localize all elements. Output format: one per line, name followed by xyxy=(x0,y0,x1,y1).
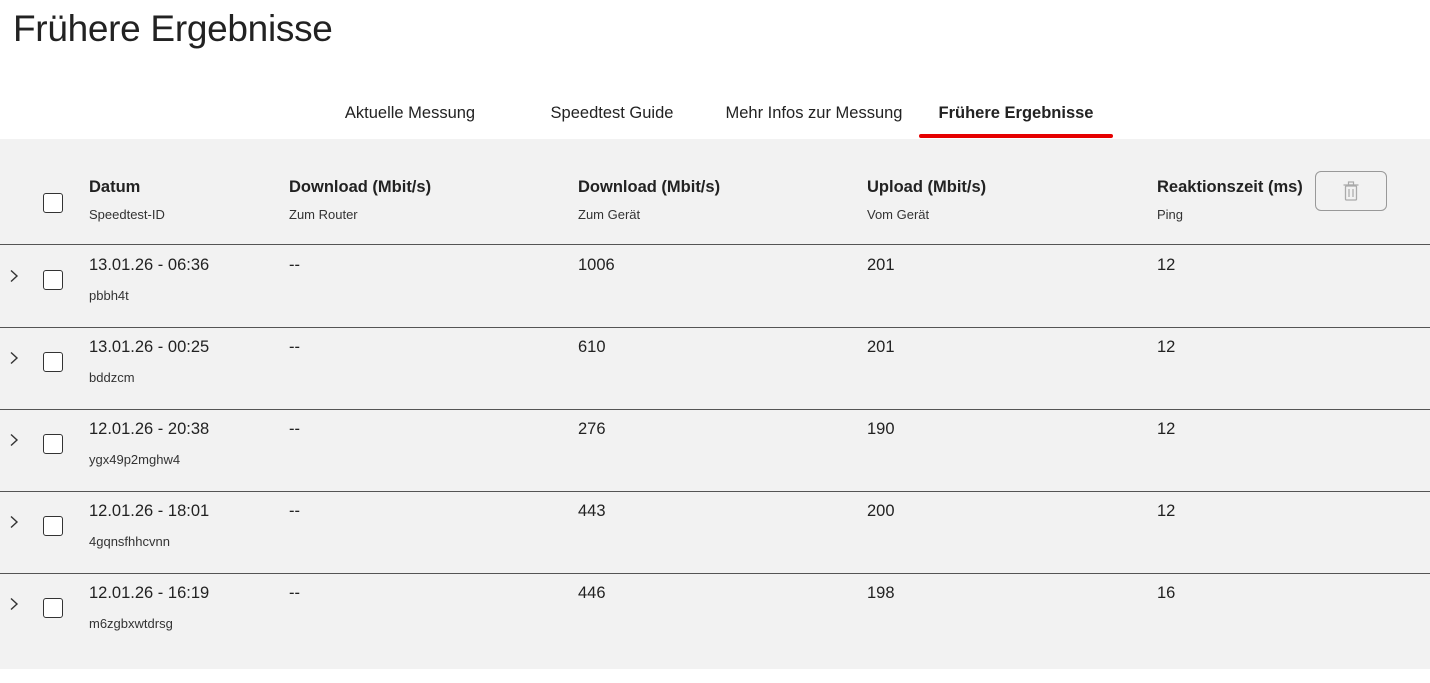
date-cell: 13.01.26 - 00:25 xyxy=(89,338,210,356)
download-device-cell: 610 xyxy=(578,338,606,356)
speedtest-id: ygx49p2mghw4 xyxy=(89,452,181,467)
chevron-right-icon[interactable] xyxy=(8,269,20,283)
download-router-cell: -- xyxy=(289,502,300,520)
upload-cell: 198 xyxy=(867,584,895,602)
download-device-cell: 276 xyxy=(578,420,606,438)
select-all-checkbox[interactable] xyxy=(43,193,63,213)
download-router-cell: -- xyxy=(289,338,300,356)
speedtest-id: 4gqnsfhhcvnn xyxy=(89,534,170,549)
column-header-datum xyxy=(89,178,165,222)
delete-button[interactable] xyxy=(1315,171,1387,211)
upload-cell: 200 xyxy=(867,502,895,520)
date-cell: 12.01.26 - 16:19 xyxy=(89,584,210,602)
download-device-cell: 446 xyxy=(578,584,606,602)
date-cell: 12.01.26 - 20:38 xyxy=(89,420,210,438)
tab-speedtest-guide[interactable]: Speedtest Guide xyxy=(550,104,674,122)
date-cell: 13.01.26 - 06:36 xyxy=(89,256,210,274)
column-sublabel: Vom Gerät xyxy=(867,207,930,222)
column-sublabel: Ping xyxy=(1157,207,1184,222)
speedtest-id: pbbh4t xyxy=(89,288,129,303)
page-title: Frühere Ergebnisse xyxy=(13,8,333,49)
chevron-right-icon[interactable] xyxy=(8,515,20,529)
table-row xyxy=(0,245,1430,328)
speedtest-id: bddzcm xyxy=(89,370,135,385)
column-header-download-router xyxy=(289,178,431,222)
ping-cell: 12 xyxy=(1157,420,1176,438)
upload-cell: 201 xyxy=(867,338,895,356)
column-header-download-device xyxy=(578,178,720,222)
download-device-cell: 1006 xyxy=(578,256,615,274)
upload-cell: 190 xyxy=(867,420,895,438)
row-checkbox[interactable] xyxy=(43,598,63,618)
column-label: Download (Mbit/s) xyxy=(289,178,432,196)
tab-aktuelle-messung[interactable]: Aktuelle Messung xyxy=(344,104,476,122)
row-checkbox[interactable] xyxy=(43,352,63,372)
ping-cell: 12 xyxy=(1157,502,1176,520)
tab-bar xyxy=(0,90,1430,139)
table-row xyxy=(0,573,1430,655)
date-cell: 12.01.26 - 18:01 xyxy=(89,502,210,520)
column-header-upload xyxy=(867,178,986,222)
row-checkbox[interactable] xyxy=(43,434,63,454)
speedtest-id: m6zgbxwtdrsg xyxy=(89,616,173,631)
table-header xyxy=(0,139,1430,245)
row-checkbox[interactable] xyxy=(43,516,63,536)
table-row xyxy=(0,491,1430,574)
download-device-cell: 443 xyxy=(578,502,606,520)
tab-mehr-infos[interactable]: Mehr Infos zur Messung xyxy=(725,104,903,122)
download-router-cell: -- xyxy=(289,256,300,274)
download-router-cell: -- xyxy=(289,420,300,438)
trash-icon xyxy=(1343,181,1359,201)
chevron-right-icon[interactable] xyxy=(8,597,20,611)
column-label: Reaktionszeit (ms) xyxy=(1157,178,1303,196)
column-sublabel: Zum Router xyxy=(289,207,358,222)
column-sublabel: Speedtest-ID xyxy=(89,207,165,222)
chevron-right-icon[interactable] xyxy=(8,351,20,365)
ping-cell: 12 xyxy=(1157,256,1176,274)
table-row xyxy=(0,409,1430,492)
chevron-right-icon[interactable] xyxy=(8,433,20,447)
ping-cell: 16 xyxy=(1157,584,1176,602)
results-table xyxy=(0,139,1430,669)
row-checkbox[interactable] xyxy=(43,270,63,290)
column-sublabel: Zum Gerät xyxy=(578,207,641,222)
upload-cell: 201 xyxy=(867,256,895,274)
column-header-ping xyxy=(1157,178,1303,222)
tab-fruehere-ergebnisse[interactable]: Frühere Ergebnisse xyxy=(919,90,1113,136)
download-router-cell: -- xyxy=(289,584,300,602)
column-label: Datum xyxy=(89,178,141,196)
table-row xyxy=(0,327,1430,410)
ping-cell: 12 xyxy=(1157,338,1176,356)
column-label: Upload (Mbit/s) xyxy=(867,178,987,196)
column-label: Download (Mbit/s) xyxy=(578,178,721,196)
